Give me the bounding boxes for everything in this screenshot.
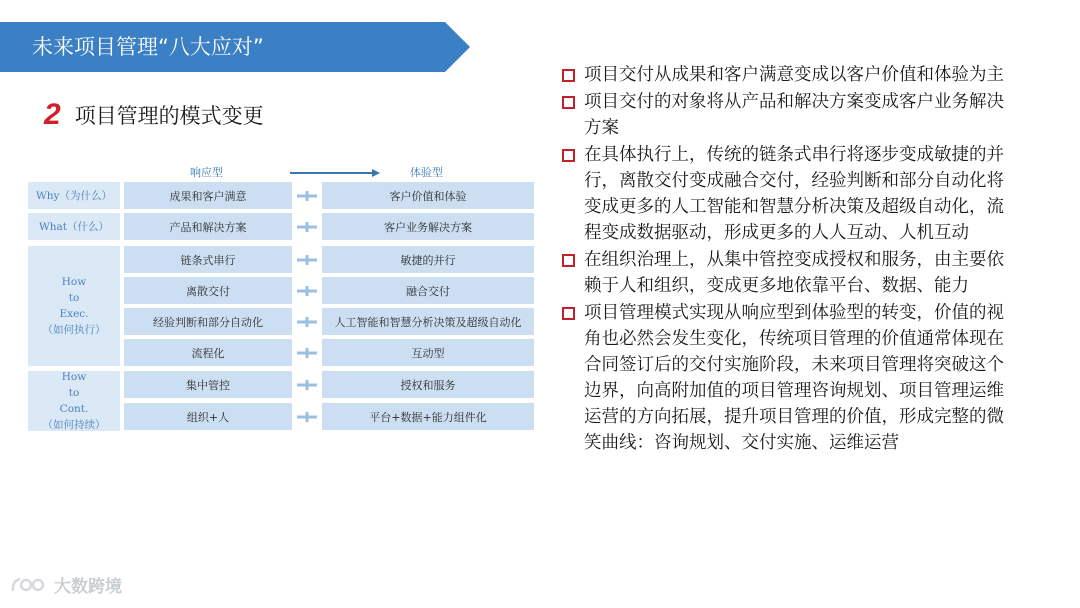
group-label-how-exec	[28, 246, 120, 366]
bullet-text: 项目交付从成果和客户满意变成以客户价值和体验为主	[584, 65, 1004, 85]
group-label-line: to	[68, 387, 80, 399]
connector-icon	[297, 346, 317, 360]
group-label-text: Why（为什么）	[36, 189, 112, 202]
bullet-item	[562, 62, 1020, 88]
section-number: 2	[44, 98, 61, 131]
watermark-logo-icon	[10, 573, 50, 597]
bullet-text: 项目交付的对象将从产品和解决方案变成客户业务解决方案	[584, 92, 1004, 138]
right-cell-4: 人工智能和智慧分析决策及超级自动化	[322, 308, 534, 335]
right-cell-1: 客户业务解决方案	[322, 213, 534, 240]
left-cell-6: 集中管控	[124, 371, 292, 398]
watermark-text: 大数跨境	[54, 577, 122, 597]
group-label-line: Cont.	[59, 403, 89, 415]
bullet-box-icon	[562, 307, 575, 320]
right-cell-0: 客户价值和体验	[322, 182, 534, 209]
connector-icon	[297, 315, 317, 329]
bullet-box-icon	[562, 69, 575, 82]
right-column-header: 体验型	[410, 166, 443, 179]
bullet-text: 项目管理模式实现从响应型到体验型的转变，价值的视角也必然会发生变化，传统项目管理的价值通常体现在合同签订后的交付实施阶段，未来项目管理将突破这个边界，向高附加值的项目管理咨询规划、项目管理运维运营的方向拓展，提升项目管理的价值，形成完整的微笑曲线：咨询规划、交付实施、运维运营	[584, 303, 1004, 453]
left-cell-7: 组织+人	[124, 403, 292, 430]
bullet-box-icon	[562, 149, 575, 162]
group-label-how-cont	[28, 371, 120, 431]
bullet-item	[562, 142, 1020, 246]
header-arrow-icon	[290, 168, 380, 178]
group-label-text: What（什么）	[38, 220, 110, 233]
right-cell-2: 敏捷的并行	[322, 246, 534, 273]
group-label-what	[28, 213, 120, 240]
group-label-line: How	[61, 371, 87, 383]
left-cell-1: 产品和解决方案	[124, 213, 292, 240]
connector-icon	[297, 410, 317, 424]
section-heading: 项目管理的模式变更	[74, 104, 264, 128]
bullet-item	[562, 247, 1020, 299]
title-banner	[0, 22, 470, 72]
connector-icon	[297, 220, 317, 234]
right-cell-5: 互动型	[322, 339, 534, 366]
mode-change-diagram	[28, 160, 540, 435]
section-subtitle	[44, 95, 264, 135]
connector-icon	[297, 378, 317, 392]
connector-icon	[297, 189, 317, 203]
bullet-box-icon	[562, 254, 575, 267]
connector-icon	[297, 253, 317, 267]
right-cell-6: 授权和服务	[322, 371, 534, 398]
right-cell-3: 融合交付	[322, 277, 534, 304]
right-cell-7: 平台+数据+能力组件化	[322, 403, 534, 430]
left-cell-5: 流程化	[124, 339, 292, 366]
bullet-item	[562, 300, 1020, 456]
watermark	[10, 572, 122, 597]
bullet-text: 在具体执行上，传统的链条式串行将逐步变成敏捷的并行，离散交付变成融合交付，经验判断和部分自动化将变成更多的人工智能和智慧分析决策及超级自动化，流程变成数据驱动，形成更多的人人互动、人机互动	[584, 145, 1004, 243]
group-label-why	[28, 182, 120, 209]
bullet-text: 在组织治理上，从集中管控变成授权和服务，由主要依赖于人和组织，变成更多地依靠平台、数据、能力	[584, 250, 1004, 296]
group-label-line: （如何持续）	[42, 419, 106, 431]
connector-icon	[297, 284, 317, 298]
left-cell-2: 链条式串行	[124, 246, 292, 273]
group-label-line: to	[68, 292, 80, 304]
bullet-list	[562, 62, 1020, 457]
group-label-line: Exec.	[59, 308, 89, 320]
left-cell-0: 成果和客户满意	[124, 182, 292, 209]
left-cell-4: 经验判断和部分自动化	[124, 308, 292, 335]
banner-title: 未来项目管理“八大应对”	[32, 35, 264, 59]
bullet-box-icon	[562, 96, 575, 109]
group-label-line: How	[61, 276, 87, 288]
left-cell-3: 离散交付	[124, 277, 292, 304]
group-label-line: （如何执行）	[42, 324, 106, 336]
bullet-item	[562, 89, 1020, 141]
left-column-header: 响应型	[190, 166, 223, 179]
